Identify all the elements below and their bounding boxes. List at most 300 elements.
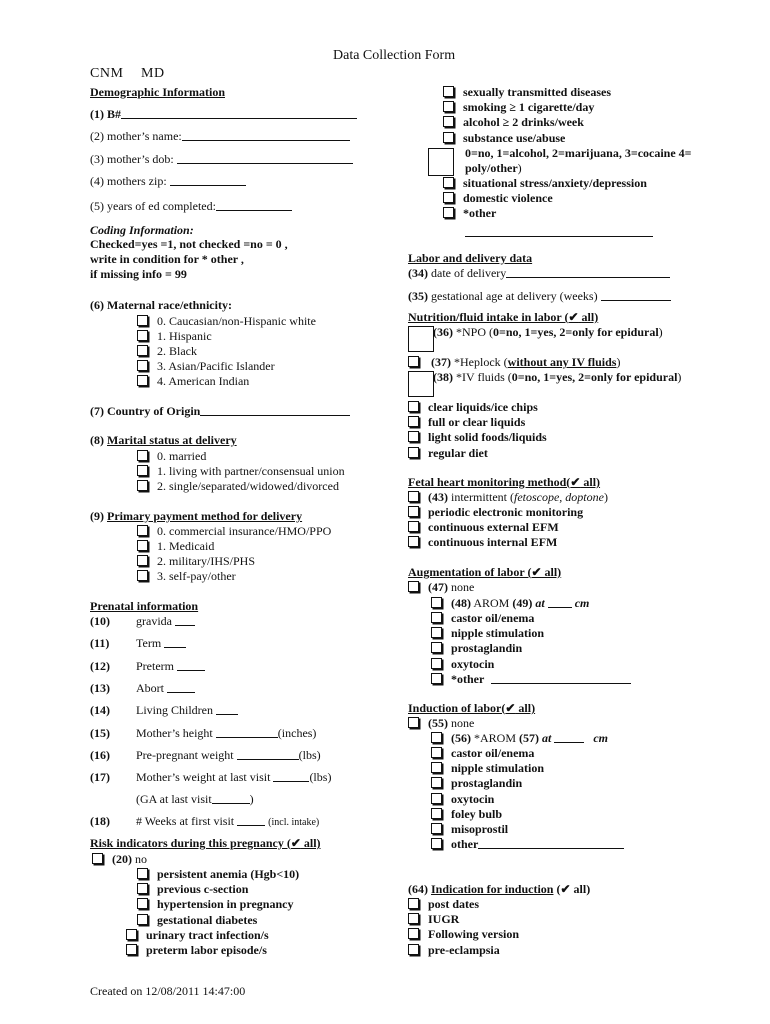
undefined-num: IUGR (428, 912, 460, 927)
risk-heading (90, 836, 321, 851)
field-induction-none (408, 716, 474, 731)
marital-num: (8) (90, 433, 104, 447)
other-33-input[interactable] (465, 236, 653, 237)
induction-other-label: other (451, 837, 479, 851)
checkbox-icon[interactable] (408, 898, 419, 909)
code-l2-end: ) (517, 161, 522, 175)
f48-num: (48) (451, 596, 471, 610)
coding-line-1: Checked=yes =1, not checked =no = 0 , (90, 237, 288, 251)
race-option-label: 4. American Indian (157, 374, 250, 388)
checkbox-icon[interactable] (137, 375, 148, 386)
country-input[interactable] (200, 415, 350, 416)
checkbox-icon[interactable] (443, 177, 454, 188)
undefined-num: domestic violence (463, 191, 553, 205)
checkbox-icon[interactable] (137, 465, 148, 476)
prenatal-row (90, 703, 213, 718)
augment-heading (408, 565, 561, 580)
undefined-num: foley bulb (451, 806, 503, 821)
f57-cm: cm (593, 731, 609, 745)
r18-label: # Weeks at first visit (136, 814, 235, 828)
checkbox-icon[interactable] (408, 913, 419, 924)
checkbox-icon[interactable] (443, 116, 454, 127)
undefined-num: prostaglandin (451, 776, 523, 791)
check-icon: ✔ (570, 475, 581, 489)
augment-cm-input[interactable] (548, 607, 572, 608)
field-mother-zip (90, 174, 246, 189)
f36-code: 0=no, 1=yes, 2=only for epidural (493, 325, 659, 339)
form-title: Data Collection Form (333, 48, 456, 63)
npo-code-box[interactable] (408, 326, 434, 352)
checkbox-icon[interactable] (137, 898, 148, 909)
checkbox-icon[interactable] (431, 838, 442, 849)
f49-cm: cm (574, 596, 590, 610)
prenatal-label: Pre-pregnant weight (136, 747, 234, 762)
r18-field (136, 814, 319, 830)
field-augment-arom (431, 596, 589, 611)
ga-close: ) (249, 792, 254, 806)
prenatal-field (136, 703, 238, 718)
undefined (126, 943, 267, 958)
prenatal-label: Living Children (136, 703, 213, 718)
prenatal-num: (16) (90, 747, 110, 762)
undefined (443, 100, 594, 115)
f38-label: *IV fluids ( (456, 370, 512, 384)
undefined (431, 807, 502, 822)
checkbox-icon[interactable] (431, 777, 442, 788)
prenatal-field (136, 770, 331, 785)
undefined-num: castor oil/enema (451, 611, 535, 625)
prenatal-row (90, 770, 332, 785)
prenatal-row (90, 680, 164, 696)
undefined (137, 897, 293, 912)
undefined-num: hypertension in pregnancy (157, 897, 294, 912)
undefined-num: pre-eclampsia (428, 942, 500, 957)
payment-option (137, 554, 255, 569)
prenatal-label: Abort (136, 680, 164, 695)
checkbox-icon[interactable] (408, 416, 419, 427)
checkbox-icon[interactable] (137, 450, 148, 461)
prenatal-row (90, 636, 162, 651)
undefined (443, 115, 584, 130)
fetal-title (408, 475, 600, 489)
undefined-num: smoking ≥ 1 cigarette/day (463, 100, 595, 115)
undefined-num: post dates (428, 897, 480, 911)
undefined (431, 672, 631, 687)
checkbox-icon[interactable] (408, 521, 419, 532)
undefined (431, 792, 494, 807)
undefined (126, 928, 269, 943)
undefined (408, 912, 459, 927)
undefined-num: clear liquids/ice chips (428, 400, 538, 414)
checkbox-icon[interactable] (443, 86, 454, 97)
ga-input[interactable] (212, 803, 250, 804)
coding-line-3: if missing info = 99 (90, 267, 187, 281)
checkbox-icon[interactable] (408, 356, 419, 367)
field-intermittent (408, 490, 608, 505)
checkbox-icon[interactable] (137, 868, 148, 879)
f37-num: (37) (431, 355, 451, 369)
iv-fluids-code-box[interactable] (408, 371, 434, 397)
prenatal-input[interactable] (167, 692, 195, 693)
undefined-num: *other (451, 671, 485, 686)
payment-option-label: 3. self-pay/other (157, 569, 236, 583)
prenatal-row (90, 747, 321, 763)
prenatal-suffix: (lbs) (309, 770, 332, 785)
undefined-num: misoprostil (451, 822, 509, 836)
fetal-all: all) (580, 475, 601, 489)
race-option (137, 374, 249, 389)
induction-title-text: Induction of labor( (408, 701, 506, 715)
f37-label: *Heplock ( (454, 355, 508, 369)
undefined-num: castor oil/enema (451, 746, 535, 760)
f55-num: (55) (428, 716, 448, 730)
coding-heading: Coding Information: (90, 223, 194, 237)
undefined-num: previous c-section (157, 882, 249, 897)
undefined-num: situational stress/anxiety/depression (463, 176, 647, 190)
payment-option-label: 1. Medicaid (157, 539, 215, 553)
checkbox-icon[interactable] (431, 597, 442, 608)
undefined-num: preterm labor episode/s (146, 943, 267, 957)
prenatal-input[interactable] (164, 647, 186, 648)
check-icon: ✔ (531, 565, 542, 579)
checkbox-icon[interactable] (137, 555, 148, 566)
indication-all: all) (570, 882, 591, 896)
prenatal-input[interactable] (237, 759, 299, 760)
r18-num: (18) (90, 814, 110, 828)
r18-note: (incl. intake) (268, 817, 320, 828)
marital-option-label: 2. single/separated/widowed/divorced (157, 479, 339, 493)
f56-num: (56) (451, 731, 471, 745)
check-icon: ✔ (560, 882, 571, 896)
race-option-label: 1. Hispanic (157, 329, 212, 343)
checkbox-icon[interactable] (408, 506, 419, 517)
checkbox-icon[interactable] (137, 315, 148, 326)
checkbox-icon[interactable] (137, 480, 148, 491)
nutrition-title-text: Nutrition/fluid intake in labor (408, 310, 562, 324)
nutrition-title: Nutrition/fluid intake in labor (✔ all) (408, 310, 599, 324)
risk-all: all) (300, 836, 321, 850)
substance-code-line-1: 0=no, 1=alcohol, 2=marijuana, 3=cocaine 4= (465, 146, 692, 160)
prenatal-field (136, 636, 186, 651)
checkbox-icon[interactable] (431, 823, 442, 834)
undefined (408, 927, 519, 942)
undefined (431, 776, 522, 791)
undefined-num: sexually transmitted diseases (463, 85, 611, 99)
mother-zip-input[interactable] (170, 185, 246, 186)
marital-option (137, 449, 206, 464)
field-induction-arom (431, 731, 608, 746)
b-number-input[interactable] (121, 118, 357, 119)
payment-num: (9) (90, 509, 104, 523)
undefined-num: continuous internal EFM (428, 535, 558, 550)
induction-title (408, 701, 535, 715)
checkbox-icon[interactable] (431, 612, 442, 623)
checkbox-icon[interactable] (137, 540, 148, 551)
ga-label: (GA at last visit (136, 792, 212, 806)
checkbox-icon[interactable] (408, 431, 419, 442)
undefined (431, 822, 508, 837)
field-b-number (90, 107, 357, 122)
marital-heading (90, 433, 237, 448)
checkbox-icon[interactable] (408, 536, 419, 547)
payment-option (137, 569, 236, 584)
f57-at: at (542, 731, 552, 745)
indication-heading: (64) Indication for induction (✔ all) (408, 882, 591, 896)
checkbox-icon[interactable] (408, 944, 419, 955)
prenatal-label: Mother’s weight at last visit (136, 770, 271, 785)
mother-name-input[interactable] (182, 140, 350, 141)
risk-none-option (92, 852, 147, 867)
nutrition-heading (408, 310, 598, 325)
race-option (137, 329, 212, 344)
undefined-num: continuous external EFM (428, 520, 559, 535)
checkbox-icon[interactable] (431, 808, 442, 819)
coding-line-2: write in condition for * other , (90, 252, 244, 266)
f55-label: none (451, 716, 475, 730)
prenatal-num: (11) (90, 636, 110, 651)
undefined-num: regular diet (428, 445, 488, 460)
undefined (408, 430, 547, 445)
date-delivery-input[interactable] (506, 277, 670, 278)
marital-option (137, 464, 345, 479)
undefined (408, 415, 525, 430)
check-icon: ✔ (568, 310, 579, 324)
checkbox-icon[interactable] (443, 192, 454, 203)
undefined (431, 611, 534, 626)
checkbox-icon[interactable] (408, 928, 419, 939)
field-npo (433, 325, 663, 340)
f47-num: (47) (428, 580, 448, 594)
race-option (137, 344, 197, 359)
gestational-age-input[interactable] (601, 300, 671, 301)
checkbox-icon[interactable] (408, 581, 419, 592)
header-cnm: CNM (90, 66, 124, 81)
marital-option (137, 479, 339, 494)
f34-label: date of delivery (431, 266, 507, 280)
undefined (443, 85, 611, 100)
f38-num: (38) (433, 370, 453, 384)
other-33-line[interactable] (465, 225, 653, 240)
f49-num: (49) (512, 596, 533, 610)
induction-all: all) (515, 701, 536, 715)
prenatal-field (136, 614, 195, 629)
mother-dob-input[interactable] (177, 163, 353, 164)
prenatal-row (90, 725, 317, 741)
checkbox-icon[interactable] (431, 747, 442, 758)
r18-input[interactable] (237, 825, 265, 826)
risk-title (90, 836, 321, 850)
f56-label: *AROM (474, 731, 517, 745)
prenatal-label: gravida (136, 614, 172, 628)
prenatal-input[interactable] (177, 670, 205, 671)
fetal-heading (408, 475, 600, 490)
undefined-num: urinary tract infection/s (146, 927, 269, 942)
undefined-num: Following version (428, 927, 520, 942)
prenatal-num: (17) (90, 770, 110, 785)
checkbox-icon[interactable] (443, 132, 454, 143)
country-label: (7) Country of Origin (90, 404, 201, 418)
check-icon: ✔ (290, 836, 301, 850)
checkbox-icon[interactable] (137, 914, 148, 925)
checkbox-icon[interactable] (443, 207, 454, 218)
mother-dob-label: (3) mother’s dob: (90, 152, 174, 166)
f37-note: without any IV fluids (507, 355, 617, 369)
prenatal-label: Preterm (136, 658, 174, 673)
payment-heading (90, 509, 302, 524)
weeks-first-visit (90, 814, 320, 829)
f35-num: (35) (408, 289, 428, 303)
checkbox-icon[interactable] (431, 762, 442, 773)
f43-label: intermittent ( (451, 490, 514, 504)
undefined-num: full or clear liquids (428, 415, 526, 430)
undefined (408, 535, 557, 550)
checkbox-icon[interactable] (408, 491, 419, 502)
checkbox-icon[interactable] (137, 525, 148, 536)
mother-name-label: (2) mother’s name: (90, 129, 182, 143)
undefined (443, 131, 565, 146)
augment-all: all) (541, 565, 562, 579)
augment-other-input[interactable] (491, 683, 631, 684)
field-mother-dob (90, 152, 353, 167)
checkbox-icon[interactable] (431, 658, 442, 669)
checkbox-icon[interactable] (431, 673, 442, 684)
induction-other-input[interactable] (478, 848, 624, 849)
undefined (408, 897, 479, 912)
undefined (431, 641, 522, 656)
substance-code-box[interactable] (428, 148, 454, 176)
checkbox-icon[interactable] (408, 447, 419, 458)
fetal-title-text: Fetal heart monitoring method( (408, 475, 571, 489)
indication-num: (64) (408, 882, 428, 896)
check-icon: ✔ (505, 701, 516, 715)
f36-num: (36) (433, 325, 453, 339)
prenatal-num: (14) (90, 703, 110, 718)
prenatal-suffix: (lbs) (298, 747, 321, 762)
prenatal-field (136, 659, 205, 674)
f35-label: gestational age at delivery (weeks) (431, 289, 598, 303)
prenatal-suffix: (inches) (277, 725, 317, 740)
undefined (408, 446, 488, 461)
mother-zip-label: (4) mothers zip: (90, 174, 167, 188)
checkbox-icon[interactable] (92, 853, 103, 864)
indication-title: Indication for induction (431, 882, 554, 896)
prenatal-num: (15) (90, 725, 110, 740)
checkbox-icon[interactable] (137, 345, 148, 356)
field-b-label: (1) B# (90, 107, 121, 121)
undefined (443, 206, 496, 221)
prenatal-input[interactable] (273, 781, 309, 782)
field-iv-fluids (433, 370, 681, 385)
undefined (431, 761, 544, 776)
undefined-num: light solid foods/liquids (428, 430, 547, 445)
risk-none-label: no (135, 852, 147, 866)
labor-heading: Labor and delivery data (408, 251, 533, 265)
race-option-label: 0. Caucasian/non-Hispanic white (157, 314, 316, 328)
payment-option-label: 0. commercial insurance/HMO/PPO (157, 524, 332, 538)
prenatal-field (136, 726, 316, 741)
undefined-num: *other (463, 206, 497, 220)
checkbox-icon[interactable] (137, 570, 148, 581)
marital-option-label: 1. living with partner/consensual union (157, 464, 345, 478)
years-ed-input[interactable] (216, 210, 292, 211)
prenatal-heading: Prenatal information (90, 599, 199, 613)
prenatal-input[interactable] (216, 714, 238, 715)
prenatal-label: Term (136, 636, 162, 651)
years-ed-label: (5) years of ed completed: (90, 199, 216, 213)
checkbox-icon[interactable] (137, 883, 148, 894)
undefined (431, 746, 534, 761)
f38-end: ) (677, 370, 682, 384)
f43-num: (43) (428, 490, 448, 504)
checkbox-icon[interactable] (431, 642, 442, 653)
undefined (408, 943, 500, 958)
f48-label: AROM (473, 596, 510, 610)
undefined-num: substance use/abuse (463, 130, 566, 145)
checkbox-icon[interactable] (431, 793, 442, 804)
prenatal-field (136, 748, 321, 763)
risk-title-text: Risk indicators during this pregnancy ( (90, 836, 291, 850)
undefined-num: alcohol ≥ 2 drinks/week (463, 115, 584, 130)
checkbox-icon[interactable] (126, 929, 137, 940)
ga-last-visit (136, 792, 254, 807)
undefined (431, 657, 494, 672)
prenatal-row (90, 614, 172, 629)
payment-title: Primary payment method for delivery (107, 509, 303, 523)
created-on-footer: Created on 12/08/2011 14:47:00 (90, 984, 246, 998)
checkbox-icon[interactable] (431, 627, 442, 638)
f34-num: (34) (408, 266, 428, 280)
demographic-heading: Demographic Information (90, 85, 225, 99)
induction-cm-input[interactable] (554, 742, 584, 743)
augment-title-text: Augmentation of labor ( (408, 565, 532, 579)
payment-option (137, 539, 214, 554)
prenatal-num: (13) (90, 680, 110, 695)
checkbox-icon[interactable] (126, 944, 137, 955)
nutrition-all: all) (581, 310, 599, 324)
code-l2: poly/other (465, 161, 518, 175)
checkbox-icon[interactable] (137, 360, 148, 371)
undefined (137, 867, 299, 882)
f47-label: none (451, 580, 475, 594)
checkbox-icon[interactable] (408, 717, 419, 728)
checkbox-icon[interactable] (431, 732, 442, 743)
f38-code: 0=no, 1=yes, 2=only for epidural (511, 370, 678, 384)
header-md: MD (141, 66, 165, 81)
undefined-num: prostaglandin (451, 641, 523, 656)
risk-none-num: (20) (112, 852, 132, 866)
prenatal-row (90, 658, 174, 674)
marital-option-label: 0. married (157, 449, 207, 463)
prenatal-field (136, 681, 195, 696)
undefined-num: oxytocin (451, 656, 495, 671)
race-option-label: 3. Asian/Pacific Islander (157, 359, 275, 373)
f36-end: ) (658, 325, 663, 339)
undefined (431, 626, 544, 641)
payment-option-label: 2. military/IHS/PHS (157, 554, 256, 568)
prenatal-label: Mother’s height (136, 725, 213, 740)
prenatal-input[interactable] (175, 625, 195, 626)
field-heplock (408, 355, 620, 370)
field-mother-name (90, 129, 350, 144)
checkbox-icon[interactable] (137, 330, 148, 341)
undefined (443, 176, 647, 191)
f57-num: (57) (519, 731, 540, 745)
checkbox-icon[interactable] (443, 101, 454, 112)
race-option (137, 359, 275, 374)
prenatal-input[interactable] (216, 737, 278, 738)
undefined-num: gestational diabetes (157, 912, 258, 927)
checkbox-icon[interactable] (408, 401, 419, 412)
